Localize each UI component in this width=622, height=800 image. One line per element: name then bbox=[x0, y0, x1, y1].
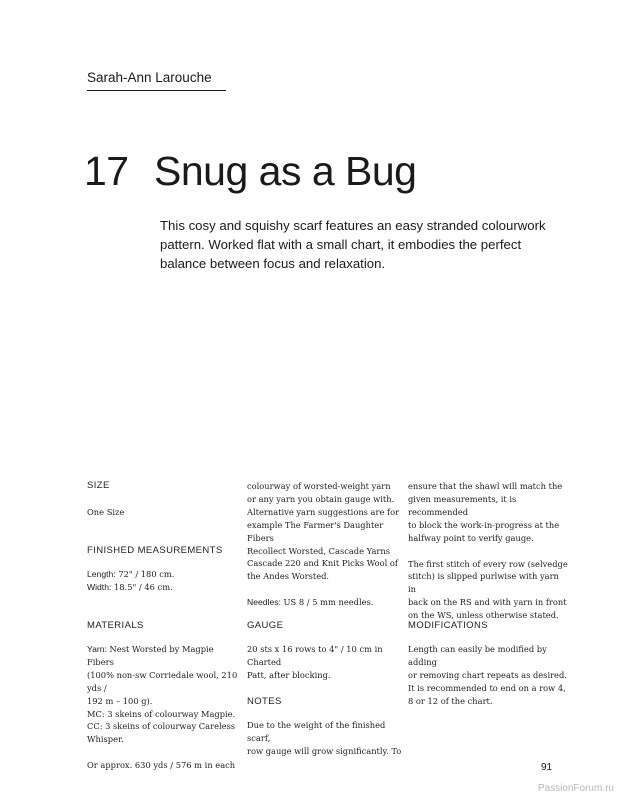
text-line: Alternative yarn suggestions are for bbox=[247, 506, 400, 517]
text-line: halfway point to verify gauge. bbox=[408, 532, 534, 543]
text-line: given measurements, it is recommended bbox=[408, 493, 517, 517]
text-line: Cascade 220 and Knit Picks Wool of bbox=[247, 558, 399, 569]
yarn-line bbox=[87, 643, 242, 669]
length-line bbox=[87, 568, 237, 581]
author-name: Sarah-Ann Larouche bbox=[87, 70, 226, 91]
text-line: It is recommended to end on a row 4, bbox=[408, 682, 566, 693]
yarn-continued-text bbox=[247, 480, 402, 609]
materials-heading: MATERIALS bbox=[87, 620, 144, 631]
needles-line bbox=[247, 596, 402, 609]
text-line: Due to the weight of the finished scarf, bbox=[247, 720, 386, 743]
text-line: ensure that the shawl will match the bbox=[408, 481, 563, 491]
yarn-line: Whisper. bbox=[87, 734, 124, 745]
gauge-heading: GAUGE bbox=[247, 620, 284, 631]
text-line: 8 or 12 of the chart. bbox=[408, 695, 493, 706]
length-value: 72" / 180 cm. bbox=[118, 569, 175, 579]
intro-text: This cosy and squishy scarf features an easy stranded colourwork pattern. Worked flat with a small chart, it embodies the perfect balance between focus and relaxation. bbox=[160, 218, 546, 272]
width-line bbox=[87, 581, 237, 594]
modifications-text bbox=[408, 643, 573, 708]
notes-heading: NOTES bbox=[247, 696, 282, 707]
text-line: Length can easily be modified by adding bbox=[408, 644, 547, 667]
text-line: The first stitch of every row (selvedge bbox=[408, 558, 568, 569]
width-value: 18.5" / 46 cm. bbox=[114, 581, 173, 592]
yarn-line: (100% non-sw Corriedale wool, 210 yds / bbox=[87, 669, 238, 693]
text-line: stitch) is slipped purlwise with yarn in bbox=[408, 571, 559, 595]
watermark: PassionForum.ru bbox=[537, 783, 614, 794]
yarn-label: Yarn: bbox=[87, 644, 107, 654]
finished-measurements-text bbox=[87, 568, 237, 594]
text-line: Patt, after blocking. bbox=[247, 669, 331, 680]
needles-label: Needles: bbox=[247, 597, 281, 608]
size-value: One Size bbox=[87, 507, 125, 517]
width-label: Width: bbox=[87, 581, 112, 592]
materials-text bbox=[87, 643, 242, 772]
pattern-name: Snug as a Bug bbox=[154, 148, 417, 194]
modifications-heading: MODIFICATIONS bbox=[408, 620, 488, 631]
needles-value: US 8 / 5 mm needles. bbox=[280, 597, 374, 608]
text-line: to block the work-in-progress at the bbox=[408, 519, 560, 530]
gauge-text bbox=[247, 643, 407, 682]
yarn-line-text: Nest Worsted by Magpie Fibers bbox=[87, 644, 214, 667]
alt-yarn-line: Or approx. 630 yds / 576 m in each bbox=[87, 760, 236, 771]
text-line: back on the RS and with yarn in front bbox=[408, 597, 567, 608]
text-line: on the WS, unless otherwise stated. bbox=[408, 610, 559, 621]
pattern-number: 17 bbox=[84, 148, 129, 194]
text-line: or any yarn you obtain gauge with. bbox=[247, 493, 395, 504]
page-number: 91 bbox=[541, 762, 553, 773]
yarn-line: CC: 3 skeins of colourway Careless bbox=[87, 721, 236, 732]
finished-measurements-heading: FINISHED MEASUREMENTS bbox=[87, 545, 223, 556]
notes-text bbox=[247, 719, 407, 758]
text-line: example The Farmer's Daughter Fibers bbox=[247, 519, 384, 543]
yarn-line: 192 m – 100 g). bbox=[87, 695, 153, 706]
pattern-title bbox=[84, 148, 416, 195]
yarn-line: MC: 3 skeins of colourway Magpie. bbox=[87, 708, 236, 719]
text-line: the Andes Worsted. bbox=[247, 571, 330, 582]
text-line: row gauge will grow significantly. To bbox=[247, 745, 402, 756]
notes-continued-text bbox=[408, 480, 568, 622]
text-line: colourway of worsted-weight yarn bbox=[247, 481, 391, 491]
size-heading: SIZE bbox=[87, 480, 110, 491]
text-line: 20 sts x 16 rows to 4" / 10 cm in Charted bbox=[247, 644, 383, 667]
text-line: or removing chart repeats as desired. bbox=[408, 669, 567, 680]
length-label: Length: bbox=[87, 569, 116, 579]
text-line: Recollect Worsted, Cascade Yarns bbox=[247, 545, 390, 556]
